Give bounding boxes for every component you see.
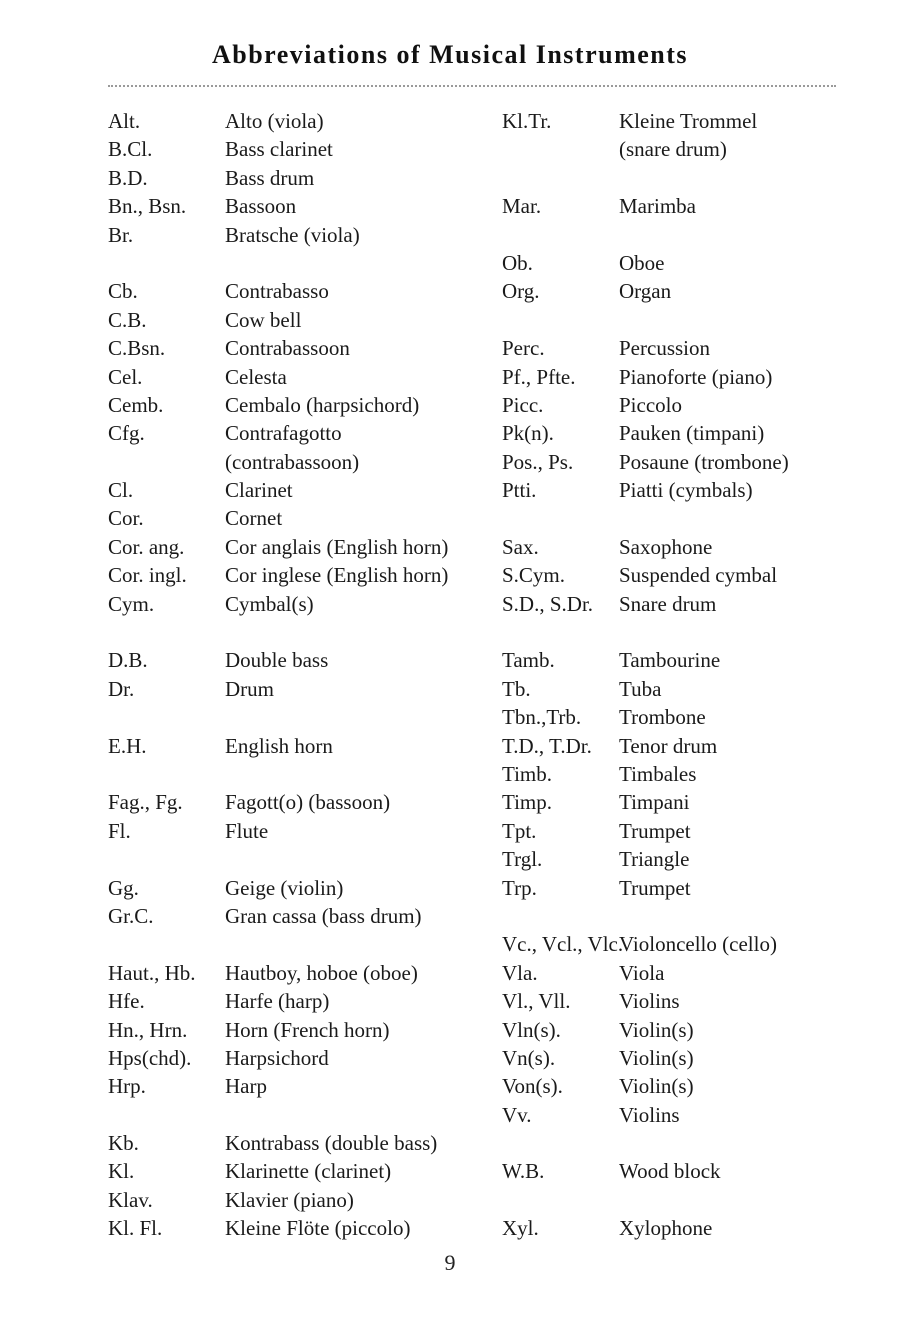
abbreviation-entry	[108, 1016, 488, 1044]
abbreviation: Cel.	[108, 364, 143, 389]
abbreviation: Timp.	[502, 790, 553, 815]
abbreviation: Ptti.	[502, 478, 537, 503]
instrument-name: Gran cassa (bass drum)	[225, 903, 422, 928]
left-column	[108, 107, 488, 1243]
entry-spacer	[108, 618, 488, 646]
abbreviation-entry	[108, 448, 488, 476]
abbreviation-entry	[108, 646, 488, 674]
instrument-name: Pianoforte (piano)	[619, 364, 773, 389]
abbreviation: Timb.	[502, 761, 553, 786]
instrument-name: Violoncello (cello)	[619, 932, 777, 957]
abbreviation-entry	[108, 135, 488, 163]
instrument-name: Piccolo	[619, 392, 682, 417]
abbreviation-entry	[502, 135, 862, 163]
abbreviation: Kb.	[108, 1131, 139, 1156]
abbreviation-entry	[108, 334, 488, 362]
abbreviation: Fl.	[108, 818, 131, 843]
instrument-name: Kleine Trommel	[619, 109, 758, 133]
abbreviation-entry	[108, 164, 488, 192]
instrument-name: Kleine Flöte (piccolo)	[225, 1216, 411, 1241]
instrument-name: Cor inglese (English horn)	[225, 563, 449, 588]
instrument-name: Harfe (harp)	[225, 989, 330, 1014]
abbreviation-entry	[502, 1101, 862, 1129]
instrument-name: Violin(s)	[619, 1045, 694, 1070]
abbreviation: Perc.	[502, 336, 545, 361]
entry-spacer	[502, 1186, 862, 1214]
abbreviation: Hfe.	[108, 989, 145, 1014]
instrument-name: Double bass	[225, 648, 329, 673]
instrument-name: Wood block	[619, 1159, 721, 1184]
instrument-name: Organ	[619, 279, 672, 304]
abbreviation-entry	[108, 732, 488, 760]
instrument-name: Celesta	[225, 364, 287, 389]
abbreviation: Kl.Tr.	[502, 109, 552, 133]
abbreviation: C.Bsn.	[108, 336, 166, 361]
abbreviation-entry	[502, 192, 862, 220]
abbreviation: Trgl.	[502, 847, 543, 872]
instrument-name: Violins	[619, 1102, 680, 1127]
title-divider	[108, 85, 836, 87]
abbreviation: Trp.	[502, 875, 537, 900]
abbreviation-entry	[502, 675, 862, 703]
instrument-name: Bass clarinet	[225, 137, 333, 162]
abbreviation: Klav.	[108, 1187, 153, 1212]
instrument-name: Saxophone	[619, 534, 713, 559]
instrument-name: Cow bell	[225, 307, 302, 332]
entry-spacer	[502, 504, 862, 532]
instrument-name: Suspended cymbal	[619, 563, 778, 588]
abbreviation-entry	[502, 959, 862, 987]
instrument-name: Viola	[619, 960, 665, 985]
instrument-name: Marimba	[619, 194, 696, 219]
abbreviation-entry	[502, 930, 862, 958]
abbreviation: W.B.	[502, 1159, 545, 1184]
abbreviation: Vv.	[502, 1102, 532, 1127]
abbreviation: Haut., Hb.	[108, 960, 196, 985]
instrument-name: Drum	[225, 676, 274, 701]
entry-spacer	[502, 306, 862, 334]
abbreviation-entry	[502, 760, 862, 788]
abbreviation: Tb.	[502, 676, 531, 701]
entry-spacer	[108, 1101, 488, 1129]
instrument-name: Klarinette (clarinet)	[225, 1159, 392, 1184]
instrument-name: Cor anglais (English horn)	[225, 534, 449, 559]
instrument-name: Trumpet	[619, 818, 691, 843]
instrument-name: Contrabassoon	[225, 336, 350, 361]
abbreviation: Picc.	[502, 392, 544, 417]
abbreviation-entry	[108, 504, 488, 532]
abbreviation-entry	[502, 788, 862, 816]
abbreviation-entry	[502, 590, 862, 618]
abbreviation-entry	[108, 107, 488, 135]
instrument-name: Harpsichord	[225, 1045, 329, 1070]
abbreviation: B.Cl.	[108, 137, 153, 162]
abbreviation-entry	[108, 391, 488, 419]
abbreviation: Kl.	[108, 1159, 135, 1184]
instrument-name: Xylophone	[619, 1216, 713, 1241]
instrument-name: Klavier (piano)	[225, 1187, 354, 1212]
abbreviation-entry	[502, 363, 862, 391]
abbreviation-entry	[108, 277, 488, 305]
abbreviation-entry	[502, 1157, 862, 1185]
abbreviation-entry	[502, 845, 862, 873]
abbreviation: Pos., Ps.	[502, 449, 574, 474]
abbreviation: Xyl.	[502, 1216, 539, 1241]
entry-spacer	[502, 221, 862, 249]
abbreviation: Pf., Pfte.	[502, 364, 576, 389]
abbreviation: Gr.C.	[108, 903, 154, 928]
entry-spacer	[108, 930, 488, 958]
instrument-name: Tenor drum	[619, 733, 718, 758]
instrument-name: Percussion	[619, 336, 710, 361]
instrument-name: Oboe	[619, 250, 665, 275]
abbreviation-entry	[502, 533, 862, 561]
instrument-name: Timpani	[619, 790, 690, 815]
abbreviation-entry	[108, 817, 488, 845]
abbreviation-entry	[108, 1129, 488, 1157]
instrument-name: Harp	[225, 1074, 267, 1099]
abbreviation-entry	[108, 1157, 488, 1185]
abbreviation: Br.	[108, 222, 134, 247]
abbreviation-entry	[108, 561, 488, 589]
abbreviation: Sax.	[502, 534, 539, 559]
abbreviation: Tpt.	[502, 818, 537, 843]
instrument-name: Clarinet	[225, 478, 293, 503]
abbreviation: D.B.	[108, 648, 148, 673]
abbreviation: Vl., Vll.	[502, 989, 571, 1014]
abbreviation: Vln(s).	[502, 1017, 561, 1042]
abbreviation-entry	[502, 249, 862, 277]
abbreviation: Vn(s).	[502, 1045, 556, 1070]
abbreviation-entry	[108, 419, 488, 447]
instrument-name: Violins	[619, 989, 680, 1014]
instrument-name: Horn (French horn)	[225, 1017, 390, 1042]
abbreviation-entry	[502, 476, 862, 504]
instrument-name: Triangle	[619, 847, 690, 872]
abbreviation-entry	[108, 874, 488, 902]
abbreviation-entry	[502, 874, 862, 902]
abbreviation-entry	[108, 987, 488, 1015]
instrument-name: Cornet	[225, 506, 283, 531]
instrument-name: Snare drum	[619, 591, 717, 616]
instrument-name: Tuba	[619, 676, 662, 701]
abbreviation-entry	[108, 221, 488, 249]
instrument-name: Geige (violin)	[225, 875, 344, 900]
entry-spacer	[108, 703, 488, 731]
abbreviation-entry	[108, 675, 488, 703]
abbreviation: Dr.	[108, 676, 135, 701]
abbreviation-entry	[502, 561, 862, 589]
abbreviation-entry	[502, 646, 862, 674]
abbreviation-entry	[108, 590, 488, 618]
instrument-name: Cembalo (harpsichord)	[225, 392, 420, 417]
abbreviation-entry	[502, 1016, 862, 1044]
abbreviation: Cor.	[108, 506, 144, 531]
abbreviation-entry	[108, 1214, 488, 1242]
instrument-name: Piatti (cymbals)	[619, 478, 753, 503]
instrument-name: Cymbal(s)	[225, 591, 314, 616]
instrument-name: Flute	[225, 818, 269, 843]
entry-spacer	[108, 845, 488, 873]
instrument-name: Fagott(o) (bassoon)	[225, 790, 391, 815]
instrument-name: Bassoon	[225, 194, 297, 219]
abbreviation-entry	[502, 987, 862, 1015]
abbreviation: Vla.	[502, 960, 538, 985]
abbreviation-entry	[108, 959, 488, 987]
abbreviation: Gg.	[108, 875, 139, 900]
abbreviation-entry	[502, 1214, 862, 1242]
abbreviation-entry	[108, 192, 488, 220]
abbreviation-entry	[502, 419, 862, 447]
abbreviation-entry	[108, 1186, 488, 1214]
abbreviation-entry	[108, 363, 488, 391]
abbreviation-entry	[108, 533, 488, 561]
entry-spacer	[108, 249, 488, 277]
instrument-name: (contrabassoon)	[225, 449, 360, 474]
abbreviation-entry	[108, 788, 488, 816]
abbreviation-entry	[502, 448, 862, 476]
instrument-name: Alto (viola)	[225, 109, 324, 133]
instrument-name: Contrafagotto	[225, 421, 342, 446]
instrument-name: Violin(s)	[619, 1017, 694, 1042]
instrument-name: Posaune (trombone)	[619, 449, 789, 474]
abbreviation-entry	[502, 391, 862, 419]
instrument-name: Violin(s)	[619, 1074, 694, 1099]
page-number: 9	[444, 1250, 456, 1275]
abbreviation: Von(s).	[502, 1074, 563, 1099]
abbreviation: Vc., Vcl., Vlc.	[502, 932, 624, 957]
abbreviation: Cb.	[108, 279, 138, 304]
abbreviation: B.D.	[108, 165, 148, 190]
entry-spacer	[502, 1129, 862, 1157]
entry-spacer	[502, 902, 862, 930]
abbreviation: Hn., Hrn.	[108, 1017, 188, 1042]
instrument-name: Bass drum	[225, 165, 315, 190]
instrument-name: Trombone	[619, 705, 706, 730]
abbreviation-entry	[502, 277, 862, 305]
entry-spacer	[502, 618, 862, 646]
abbreviation: Ob.	[502, 250, 533, 275]
entry-spacer	[502, 164, 862, 192]
abbreviation: C.B.	[108, 307, 147, 332]
abbreviation: Cfg.	[108, 421, 145, 446]
instrument-name: Pauken (timpani)	[619, 421, 765, 446]
abbreviation-entry	[502, 1072, 862, 1100]
instrument-name: Bratsche (viola)	[225, 222, 360, 247]
abbreviation: Kl. Fl.	[108, 1216, 163, 1241]
abbreviation-entry	[108, 902, 488, 930]
abbreviation-entry	[502, 703, 862, 731]
abbreviation: Tamb.	[502, 648, 555, 673]
abbreviation: Cor. ang.	[108, 534, 185, 559]
abbreviation: Mar.	[502, 194, 542, 219]
abbreviation: Hps(chd).	[108, 1045, 192, 1070]
abbreviation-entry	[502, 1044, 862, 1072]
instrument-name: Kontrabass (double bass)	[225, 1131, 438, 1156]
abbreviation: Cl.	[108, 478, 134, 503]
abbreviation-entry	[108, 476, 488, 504]
abbreviation: Cemb.	[108, 392, 164, 417]
instrument-name: Contrabasso	[225, 279, 329, 304]
abbreviation: E.H.	[108, 733, 147, 758]
abbreviation: Cor. ingl.	[108, 563, 187, 588]
abbreviation: Cym.	[108, 591, 155, 616]
abbreviation: Alt.	[108, 109, 141, 133]
abbreviation: S.Cym.	[502, 563, 566, 588]
abbreviation-entry	[502, 334, 862, 362]
abbreviation-entry	[502, 732, 862, 760]
abbreviation: Fag., Fg.	[108, 790, 183, 815]
abbreviation: S.D., S.Dr.	[502, 591, 594, 616]
instrument-name: Timbales	[619, 761, 697, 786]
abbreviation: Tbn.,Trb.	[502, 705, 582, 730]
abbreviation: Bn., Bsn.	[108, 194, 187, 219]
abbreviation: T.D., T.Dr.	[502, 733, 592, 758]
abbreviation: Hrp.	[108, 1074, 146, 1099]
entry-spacer	[108, 760, 488, 788]
instrument-name: (snare drum)	[619, 137, 727, 162]
abbreviation-entry	[502, 817, 862, 845]
abbreviation: Org.	[502, 279, 540, 304]
abbreviation: Pk(n).	[502, 421, 554, 446]
abbreviation-entry	[108, 1072, 488, 1100]
instrument-name: English horn	[225, 733, 333, 758]
page-title: Abbreviations of Musical Instruments	[211, 40, 689, 69]
abbreviation-entry	[502, 107, 862, 135]
instrument-name: Tambourine	[619, 648, 721, 673]
abbreviation-entry	[108, 306, 488, 334]
instrument-name: Hautboy, hoboe (oboe)	[225, 960, 418, 985]
right-column	[502, 107, 862, 1243]
instrument-name: Trumpet	[619, 875, 691, 900]
abbreviation-entry	[108, 1044, 488, 1072]
